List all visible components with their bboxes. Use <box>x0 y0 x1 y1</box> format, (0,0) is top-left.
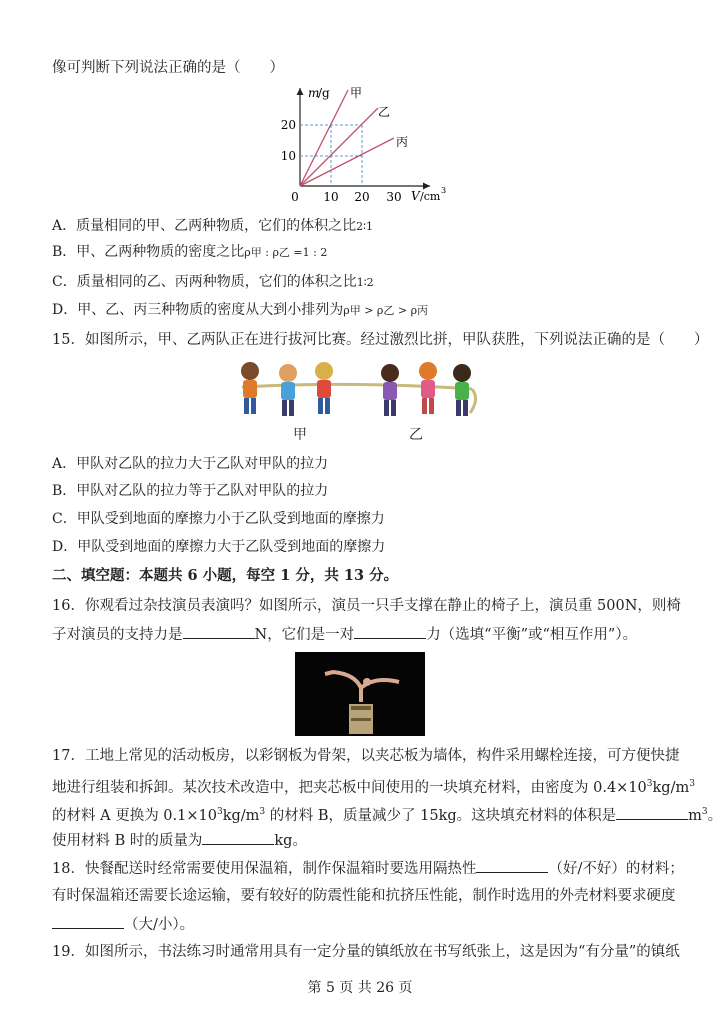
q17-line4: 使用材料 B 时的质量为 kg。 <box>52 830 307 851</box>
kid-icon <box>241 362 259 414</box>
x-label-unit: /cm <box>420 190 441 203</box>
x-label-v: V <box>411 189 420 203</box>
y-tick-10: 10 <box>280 149 296 163</box>
q14-option-b: B．甲、乙两种物质的密度之比ρ甲 : ρ乙 =1 : 2 <box>52 244 328 260</box>
q17-line3: 的材料 A 更换为 $0.1\times 10^3kg/m^3$ 的材料 B，质量减少了 15kg。这块填充材料的体积是 $m^3$。 <box>52 802 722 826</box>
q14-option-d: D．甲、乙、丙三种物质的密度从大到小排列为ρ甲 > ρ乙 > ρ丙 <box>52 302 429 318</box>
kid-icon <box>419 362 437 414</box>
line-bing <box>300 138 394 186</box>
q17-line2: 地进行组装和拆卸。某次技术改造中，把夹芯板中间使用的一块填充材料，由密度为 $0.4\times 10^3kg/m^3$ <box>52 779 695 796</box>
q14-option-a: A．质量相同的甲、乙两种物质，它们的体积之比2∶1 <box>52 218 373 234</box>
answer-blank <box>616 805 688 820</box>
line-jia <box>300 90 348 186</box>
kid-icon <box>381 364 399 416</box>
kid-icon <box>453 364 471 416</box>
section-heading: 二、填空题：本题共 6 小题，每空 1 分，共 13 分。 <box>52 567 399 584</box>
q19-line1: 19．如图所示，书法练习时通常用具有一定分量的镇纸放在书写纸张上，这是因为“有分量”的镇纸 <box>52 944 680 960</box>
y-label-unit: /g <box>318 86 330 100</box>
tug-of-war-illustration <box>232 355 487 445</box>
x-tick-10: 10 <box>323 190 339 204</box>
y-label-m: m <box>308 86 320 100</box>
q18-line1: 18．快餐配送时经常需要使用保温箱，制作保温箱时要选用隔热性 （好/不好）的材料； <box>52 858 684 879</box>
q15-option-b: B．甲队对乙队的拉力等于乙队对甲队的拉力 <box>52 483 329 499</box>
team-yi-label: 乙 <box>409 427 423 443</box>
q18-line3: （大/小）。 <box>52 914 194 935</box>
acrobat-photo <box>295 652 425 736</box>
page-footer: 第 5 页 共 26 页 <box>307 980 413 996</box>
x-tick-20: 20 <box>354 190 370 204</box>
q18-line2: 有时保温箱还需要长途运输，要有较好的防震性能和抗挤压性能，制作时选用的外壳材料要求硬度 <box>52 888 676 904</box>
q15-option-d: D．甲队受到地面的摩擦力大于乙队受到地面的摩擦力 <box>52 539 386 555</box>
kid-icon <box>315 362 333 414</box>
line-yi <box>300 108 378 186</box>
answer-blank <box>202 830 274 845</box>
team-jia-label: 甲 <box>293 427 307 443</box>
q16-line1: 16．你观看过杂技演员表演吗？如图所示，演员一只手支撑在静止的椅子上，演员重 500N，则椅 <box>52 598 681 614</box>
y-tick-20: 20 <box>280 118 296 132</box>
q15-option-a: A．甲队对乙队的拉力大于乙队对甲队的拉力 <box>52 456 329 472</box>
answer-blank <box>354 624 426 639</box>
label-yi: 乙 <box>378 105 391 119</box>
q15-stem: 15．如图所示，甲、乙两队正在进行拔河比赛。经过激烈比拼，甲队获胜，下列说法正确的是（ ） <box>52 332 709 348</box>
answer-blank <box>183 624 255 639</box>
answer-blank <box>52 914 124 929</box>
q16-line2: 子对演员的支持力是 N，它们是一对 力（选填“平衡”或“相互作用”）。 <box>52 624 637 645</box>
origin-label: 0 <box>291 190 299 204</box>
q14-stem-tail: 像可判断下列说法正确的是（ ） <box>52 60 284 76</box>
x-tick-30: 30 <box>386 190 402 204</box>
q17-line1: 17．工地上常见的活动板房，以彩钢板为骨架，以夹芯板为墙体，构件采用螺栓连接，可方便快捷 <box>52 748 680 764</box>
kid-icon <box>279 364 297 416</box>
x-unit-sup: 3 <box>441 186 447 195</box>
answer-blank <box>476 858 548 873</box>
label-jia: 甲 <box>350 86 363 100</box>
mass-volume-graph <box>270 80 450 210</box>
q15-option-c: C．甲队受到地面的摩擦力小于乙队受到地面的摩擦力 <box>52 511 385 527</box>
q14-option-c: C．质量相同的乙、丙两种物质，它们的体积之比1∶2 <box>52 274 374 290</box>
label-bing: 丙 <box>396 135 409 149</box>
